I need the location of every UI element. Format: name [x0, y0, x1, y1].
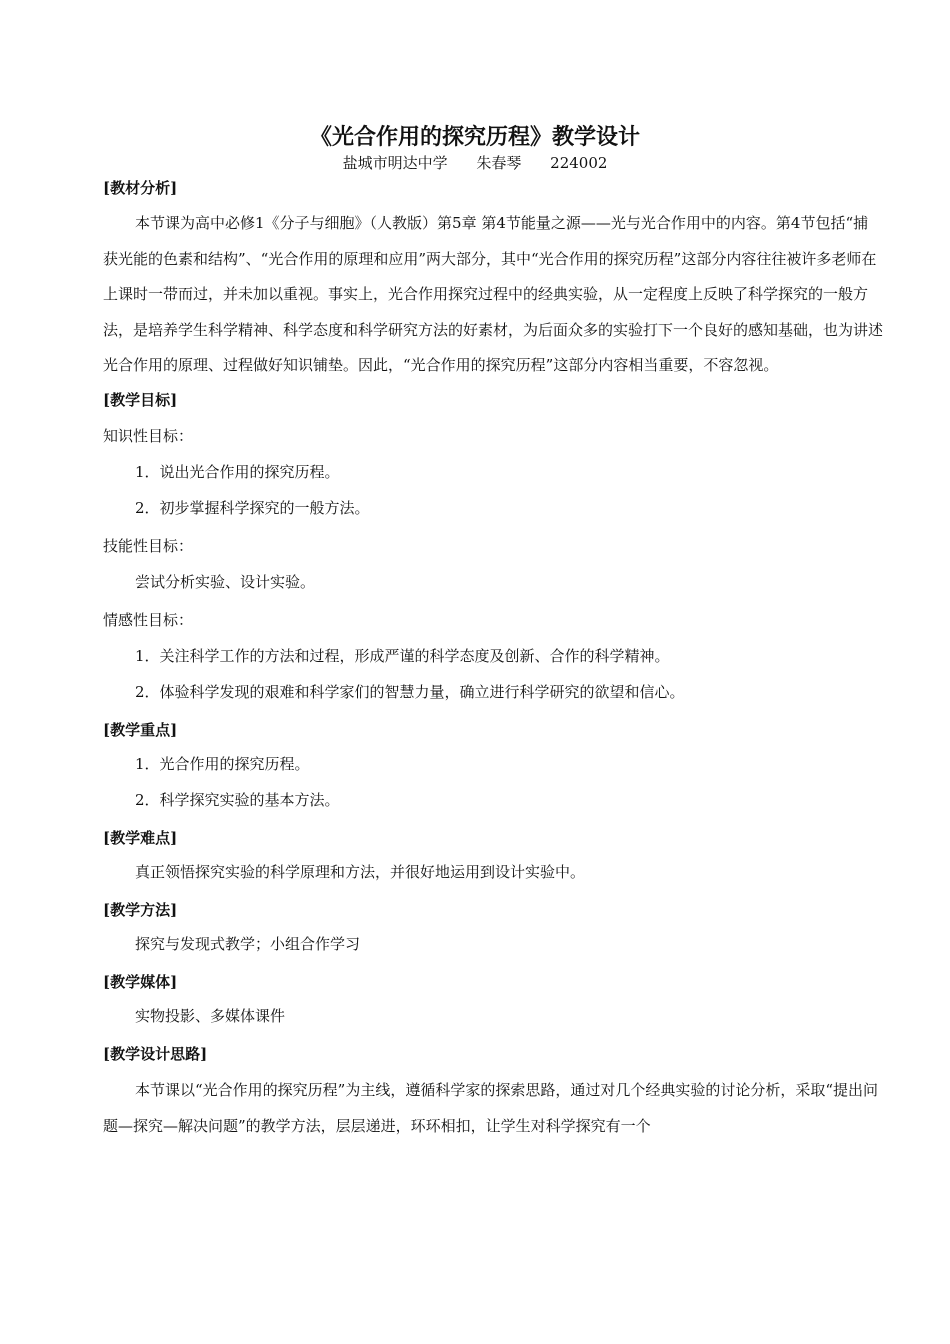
section-heading-key-points: [教学重点] — [103, 720, 178, 739]
analysis-paragraph: 本节课为高中必修1《分子与细胞》（人教版）第5章 第4节能量之源——光与光合作用中的内容。第4节包括“捕获光能的色素和结构”、“光合作用的原理和应用”两大部分，其中“光合作用的探究历程”这部分内容往往被许多老师在上课时一带而过，并未加以重视。事实上，光合作用探究过程中的经典实验，从一定程度上反映了科学探究的一般方法，是培养学生科学精神、科学态度和科学研究方法的好素材，为后面众多的实验打下一个良好的感知基础，也为讲述光合作用的原理、过程做好知识铺垫。因此，“光合作用的探究历程”这部分内容相当重要，不容忽视。 — [103, 214, 884, 374]
postcode: 224002 — [550, 154, 608, 172]
methods-text: 探究与发现式教学；小组合作学习 — [135, 934, 361, 953]
media-text: 实物投影、多媒体课件 — [135, 1006, 286, 1025]
key-point-item: 1．光合作用的探究历程。 — [135, 754, 310, 773]
document-body — [103, 176, 883, 1159]
document-title: 《光合作用的探究历程》教学设计 — [309, 124, 640, 150]
skill-goals-label: 技能性目标： — [103, 536, 194, 555]
school-name: 盐城市明达中学 — [342, 154, 448, 172]
knowledge-goal-item: 2．初步掌握科学探究的一般方法。 — [135, 498, 370, 517]
section-heading-media: [教学媒体] — [103, 972, 178, 991]
author-byline — [0, 152, 950, 174]
knowledge-goals-label: 知识性目标： — [103, 426, 194, 445]
emotion-goals-label: 情感性目标： — [103, 610, 194, 629]
emotion-goal-item: 1．关注科学工作的方法和过程，形成严谨的科学态度及创新、合作的科学精神。 — [135, 646, 670, 665]
key-point-item: 2．科学探究实验的基本方法。 — [135, 790, 340, 809]
skill-goal-text: 尝试分析实验、设计实验。 — [135, 572, 316, 591]
knowledge-goal-item: 1．说出光合作用的探究历程。 — [135, 462, 340, 481]
section-heading-design: [教学设计思路] — [103, 1044, 208, 1063]
section-heading-goals: [教学目标] — [103, 390, 178, 409]
design-paragraph: 本节课以“光合作用的探究历程”为主线，遵循科学家的探索思路，通过对几个经典实验的讨论分析，采取“提出问题—探究—解决问题”的教学方法，层层递进，环环相扣，让学生对科学探究有一个 — [103, 1080, 879, 1135]
author-name: 朱春琴 — [476, 154, 522, 172]
section-heading-methods: [教学方法] — [103, 900, 178, 919]
emotion-goal-item: 2．体验科学发现的艰难和科学家们的智慧力量，确立进行科学研究的欲望和信心。 — [135, 682, 685, 701]
section-heading-analysis: [教材分析] — [103, 179, 178, 197]
section-heading-difficulties: [教学难点] — [103, 828, 178, 847]
difficulties-text: 真正领悟探究实验的科学原理和方法，并很好地运用到设计实验中。 — [135, 862, 586, 881]
